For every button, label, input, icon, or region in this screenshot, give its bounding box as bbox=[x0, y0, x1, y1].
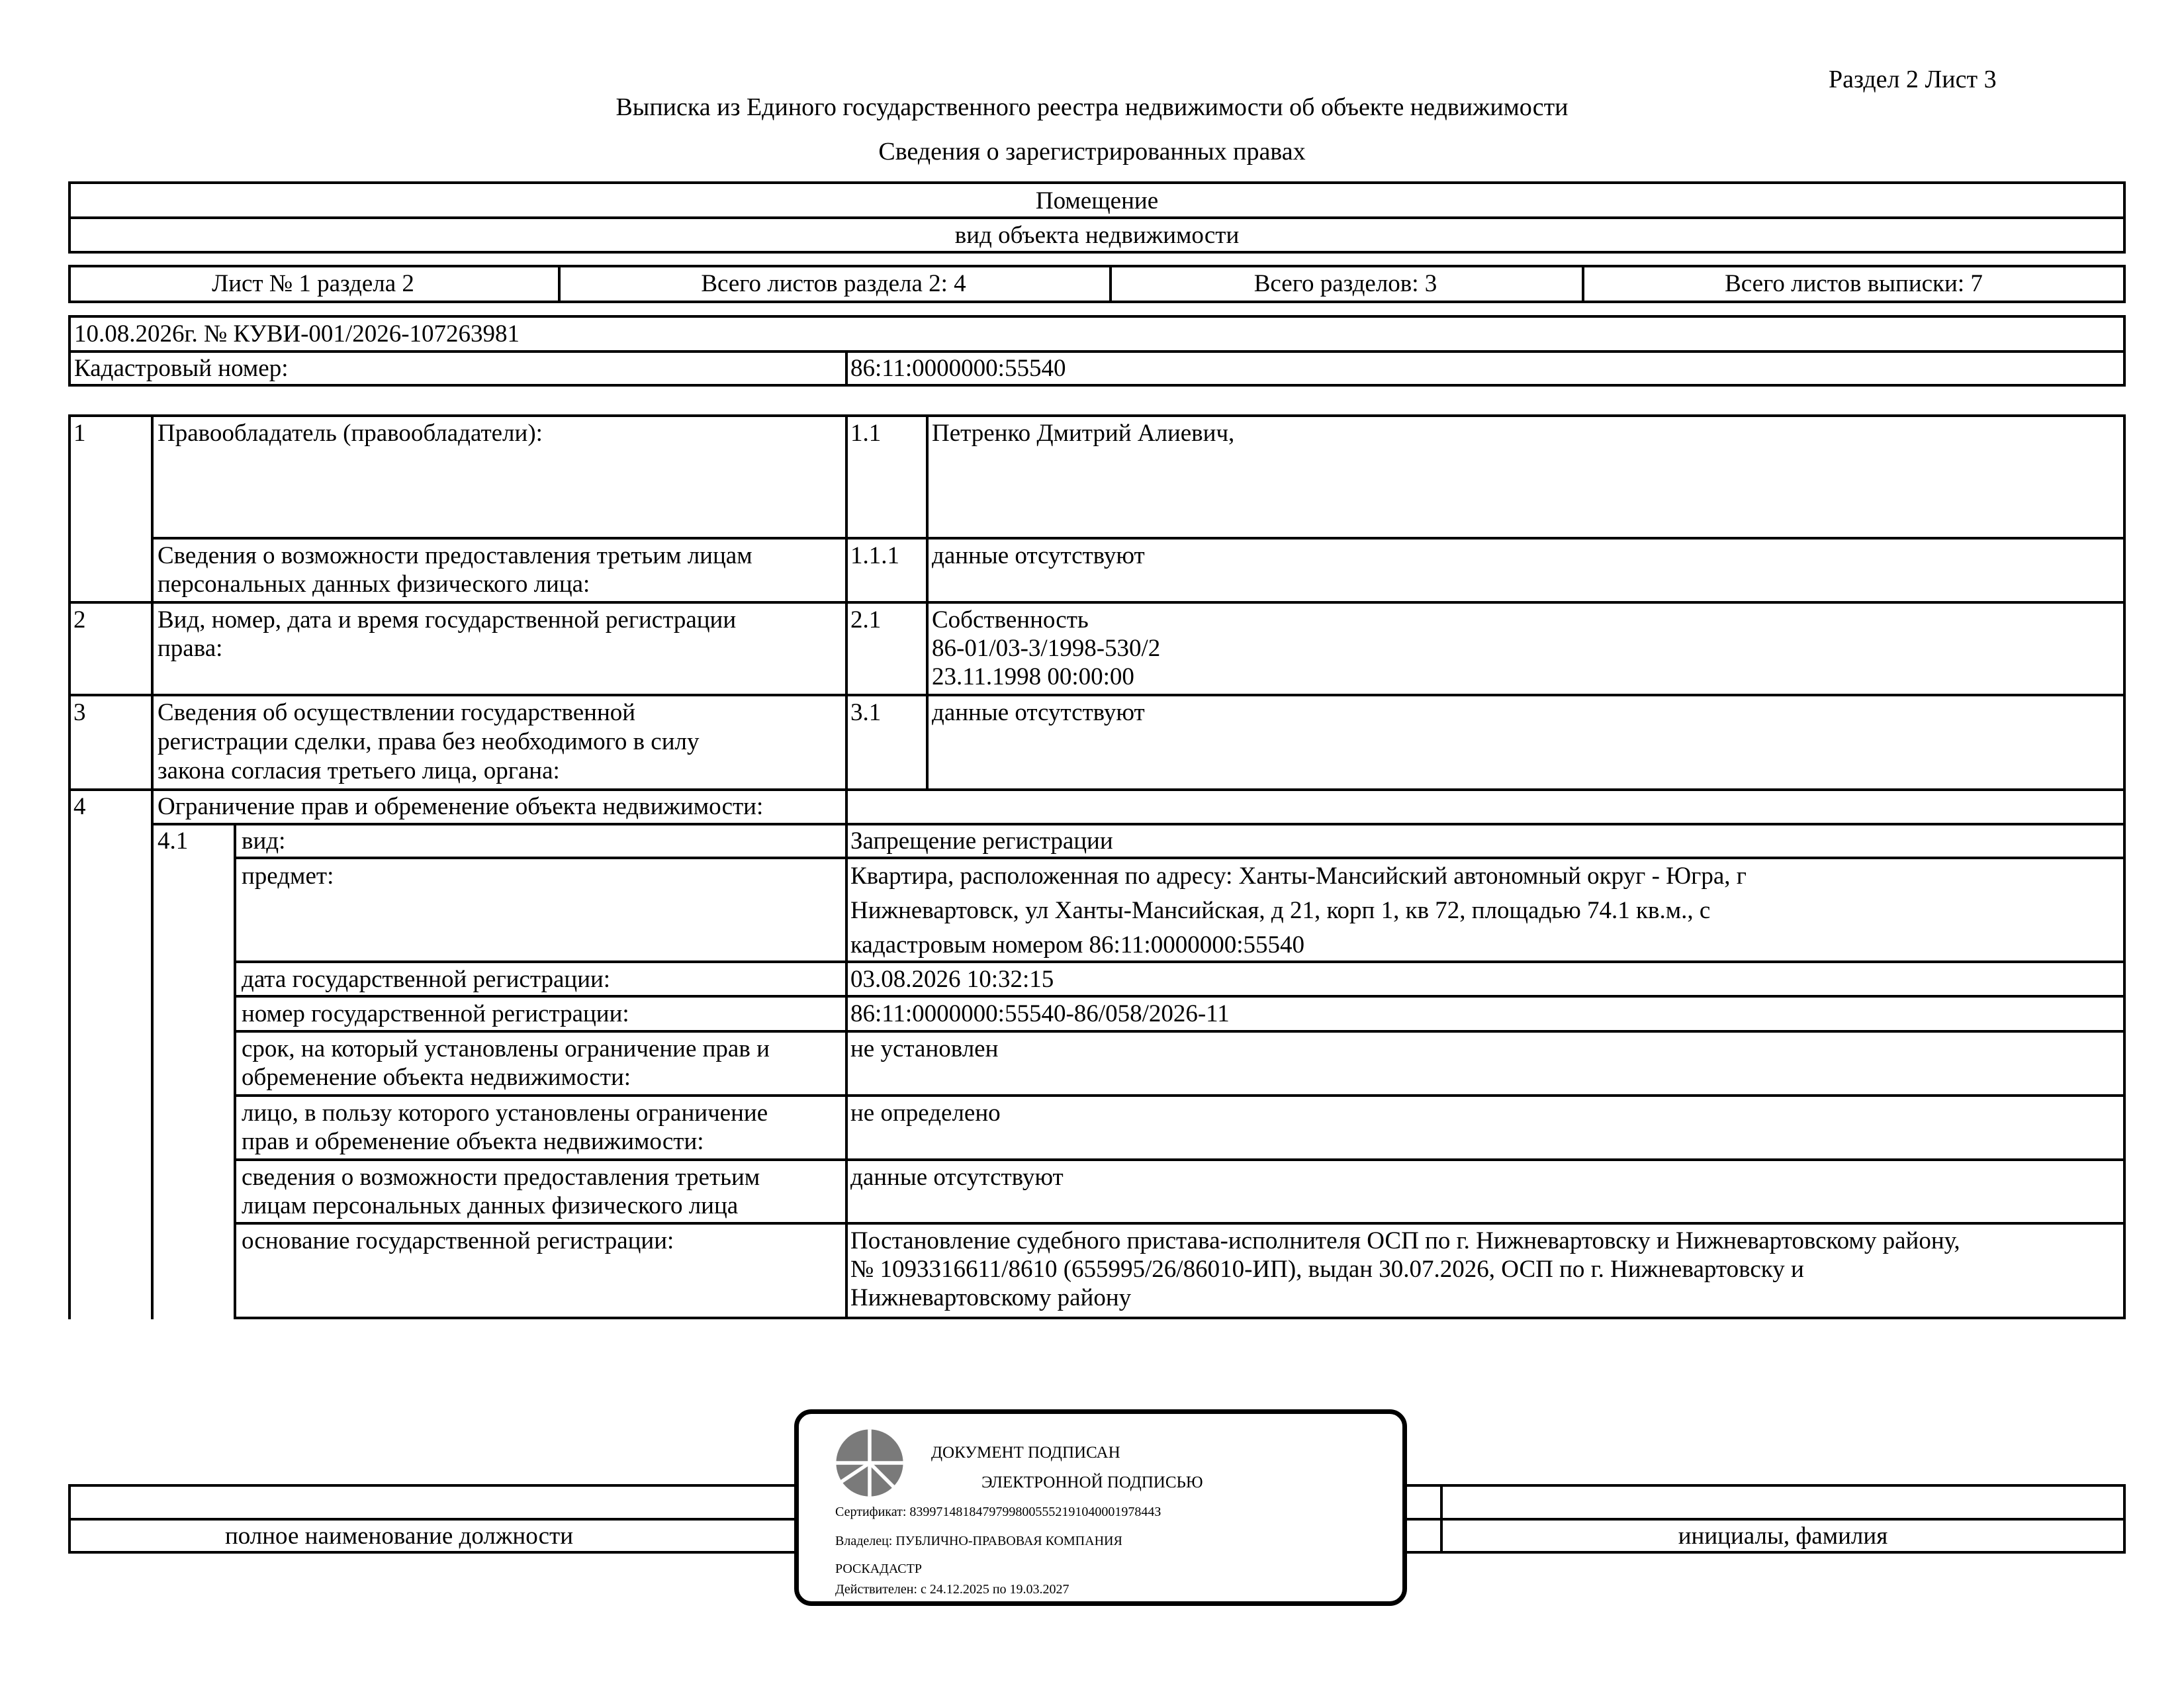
cadastral-value: 86:11:0000000:55540 bbox=[850, 355, 1066, 382]
document-subtitle: Сведения о зарегистрированных правах bbox=[878, 138, 1306, 165]
row-3-label-line2: регистрации сделки, права без необходимого в силу bbox=[158, 728, 700, 755]
registration-basis-label: основание государственной регистрации: bbox=[242, 1227, 674, 1254]
stamp-line-2: ЭЛЕКТРОННОЙ ПОДПИСЬЮ bbox=[978, 1473, 1207, 1493]
stamp-owner: Владелец: ПУБЛИЧНО-ПРАВОВАЯ КОМПАНИЯ bbox=[835, 1533, 1126, 1549]
row-4-number: 4 bbox=[73, 793, 86, 820]
encumbrance-subject-line1: Квартира, расположенная по адресу: Ханты-Мансийский автономный округ - Югра, г bbox=[850, 863, 1747, 890]
encumbrance-type-value: Запрещение регистрации bbox=[850, 827, 1113, 855]
row-2-value-line1: Собственность bbox=[932, 606, 1089, 633]
sheet-number: Лист № 1 раздела 2 bbox=[212, 270, 414, 297]
row-4-label: Ограничение прав и обременение объекта недвижимости: bbox=[158, 793, 764, 820]
request-date-number: 10.08.2026г. № КУВИ-001/2026-107263981 bbox=[74, 320, 520, 348]
page-reference: Раздел 2 Лист 3 bbox=[1829, 66, 1997, 93]
row-1-1-1-value: данные отсутствуют bbox=[932, 542, 1145, 569]
stamp-validity: Действителен: с 24.12.2025 по 19.03.2027 bbox=[835, 1582, 1069, 1597]
row-1-1-1-label-line2: персональных данных физического лица: bbox=[158, 571, 590, 598]
stamp-certificate: Сертификат: 8399714818479799800555219104000197844З bbox=[835, 1504, 1165, 1520]
row-1-1-1-label-line1: Сведения о возможности предоставления третьим лицам bbox=[158, 542, 752, 569]
encumbrance-subject-line3: кадастровым номером 86:11:0000000:55540 bbox=[850, 931, 1304, 959]
registration-date-label: дата государственной регистрации: bbox=[242, 966, 611, 993]
registration-basis-line3: Нижневартовскому району bbox=[850, 1284, 1132, 1311]
row-1-subnumber: 1.1 bbox=[850, 420, 882, 447]
encumbrance-subject-label: предмет: bbox=[242, 863, 334, 890]
row-2-label-line2: права: bbox=[158, 635, 223, 662]
encumbrance-type-label: вид: bbox=[242, 827, 286, 855]
rights-holder-name: Петренко Дмитрий Алиевич, bbox=[932, 420, 1235, 447]
e-signature-stamp bbox=[794, 1409, 1407, 1606]
row-2-label-line1: Вид, номер, дата и время государственной регистрации bbox=[158, 606, 737, 633]
total-section-sheets: Всего листов раздела 2: 4 bbox=[701, 270, 966, 297]
initials-label: инициалы, фамилия bbox=[1678, 1523, 1888, 1550]
roskadastr-emblem-icon bbox=[833, 1427, 906, 1499]
row-3-label-line3: закона согласия третьего лица, органа: bbox=[158, 757, 560, 784]
total-sections: Всего разделов: 3 bbox=[1253, 270, 1437, 297]
row-1-label: Правообладатель (правообладатели): bbox=[158, 420, 543, 447]
row-3-subnumber: 3.1 bbox=[850, 699, 882, 726]
row-4-1-subnumber: 4.1 bbox=[158, 827, 189, 855]
object-type-name: Помещение bbox=[1035, 187, 1159, 214]
term-label-line2: обременение объекта недвижимости: bbox=[242, 1064, 631, 1091]
row-3-label-line1: Сведения об осуществлении государственной bbox=[158, 699, 636, 726]
position-label: полное наименование должности bbox=[224, 1523, 574, 1550]
beneficiary-label-line2: прав и обременение объекта недвижимости: bbox=[242, 1128, 704, 1155]
registration-date-value: 03.08.2026 10:32:15 bbox=[850, 966, 1054, 993]
cadastral-label: Кадастровый номер: bbox=[74, 355, 289, 382]
document-title: Выписка из Единого государственного реестра недвижимости об объекте недвижимости bbox=[615, 93, 1569, 121]
row-2-subnumber: 2.1 bbox=[850, 606, 882, 633]
personal-data-label-line2: лицам персональных данных физического лица bbox=[242, 1192, 739, 1219]
term-value: не установлен bbox=[850, 1035, 999, 1062]
stamp-line-1: ДОКУМЕНТ ПОДПИСАН bbox=[931, 1444, 1120, 1462]
row-3-value: данные отсутствуют bbox=[932, 699, 1145, 726]
personal-data-label-line1: сведения о возможности предоставления третьим bbox=[242, 1164, 760, 1191]
row-1-1-1-subnumber: 1.1.1 bbox=[850, 542, 899, 569]
total-extract-sheets: Всего листов выписки: 7 bbox=[1725, 270, 1983, 297]
row-2-value-line2: 86-01/03-3/1998-530/2 bbox=[932, 635, 1161, 662]
stamp-owner-line2: РОСКАДАСТР bbox=[835, 1562, 922, 1576]
row-3-number: 3 bbox=[73, 699, 86, 726]
beneficiary-label-line1: лицо, в пользу которого установлены ограничение bbox=[242, 1100, 768, 1127]
registration-basis-line1: Постановление судебного пристава-исполнителя ОСП по г. Нижневартовску и Нижневартовскому району, bbox=[850, 1227, 1960, 1254]
registration-number-value: 86:11:0000000:55540-86/058/2026-11 bbox=[850, 1000, 1230, 1027]
beneficiary-value: не определено bbox=[850, 1100, 1001, 1127]
row-2-number: 2 bbox=[73, 606, 86, 633]
row-2-value-line3: 23.11.1998 00:00:00 bbox=[932, 663, 1134, 690]
term-label-line1: срок, на который установлены ограничение прав и bbox=[242, 1035, 770, 1062]
encumbrance-subject-line2: Нижневартовск, ул Ханты-Мансийская, д 21, корп 1, кв 72, площадью 74.1 кв.м., с bbox=[850, 897, 1711, 924]
personal-data-value: данные отсутствуют bbox=[850, 1164, 1064, 1191]
registration-basis-line2: № 1093316611/8610 (655995/26/86010-ИП), выдан 30.07.2026, ОСП по г. Нижневартовску и bbox=[850, 1256, 1804, 1283]
row-1-number: 1 bbox=[73, 420, 86, 447]
object-type-label: вид объекта недвижимости bbox=[954, 222, 1240, 249]
registration-number-label: номер государственной регистрации: bbox=[242, 1000, 629, 1027]
